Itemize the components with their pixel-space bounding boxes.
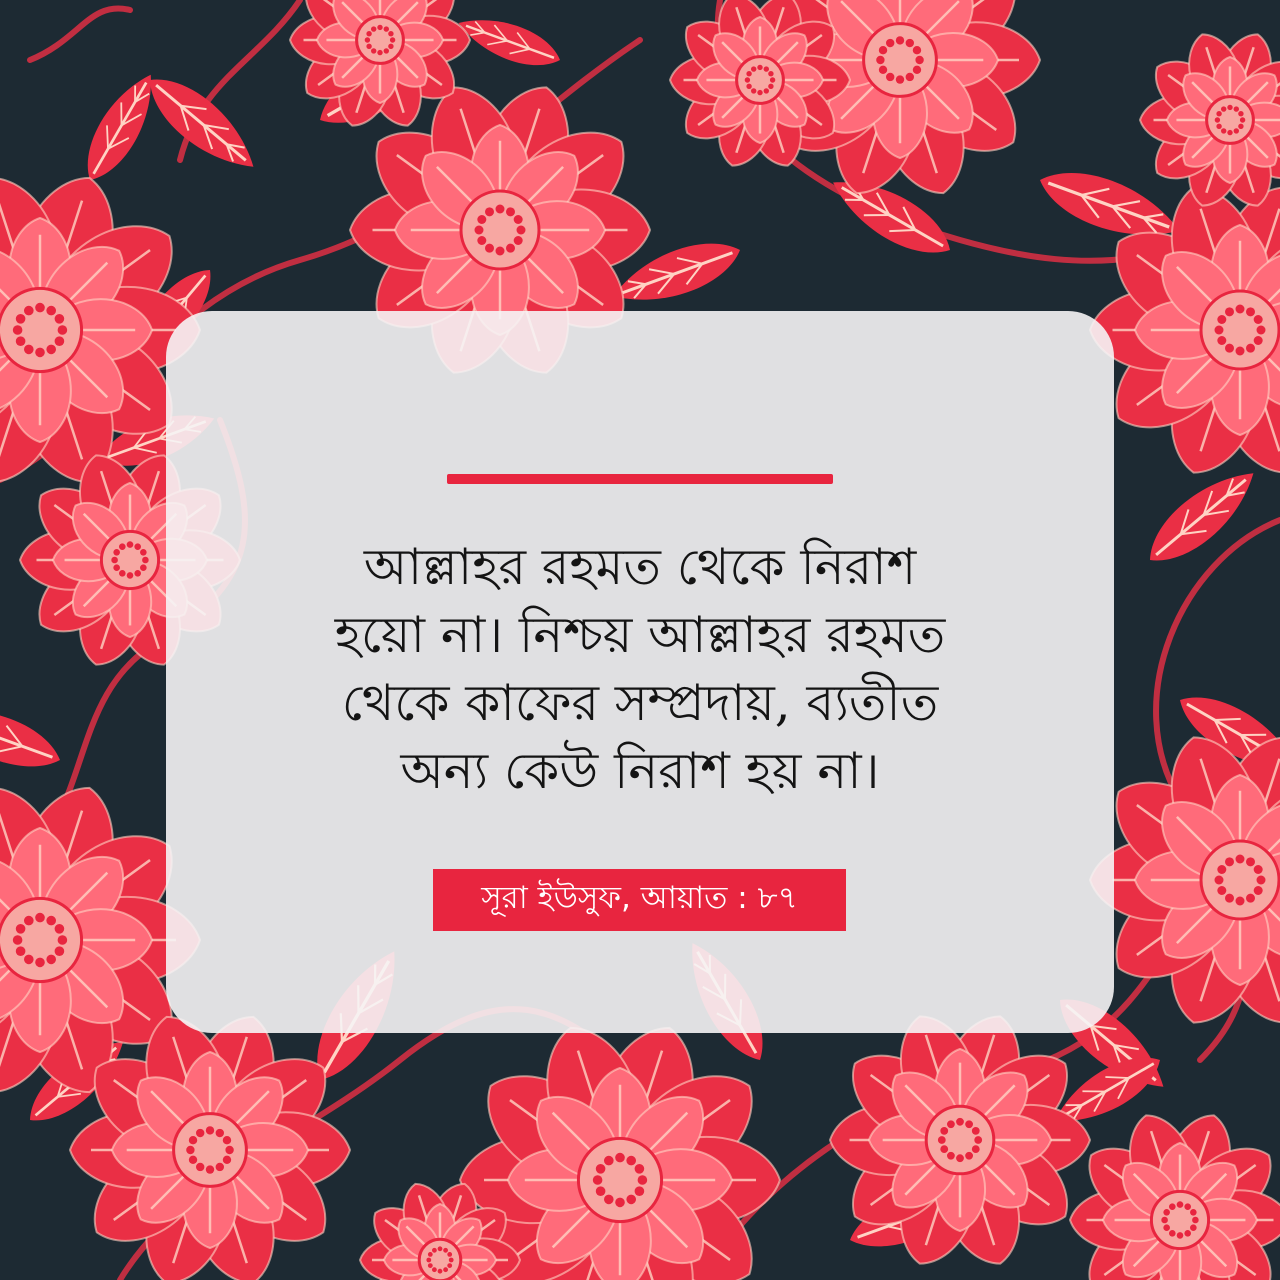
quote-line: হয়ো না। নিশ্চয় আল্লাহর রহমত	[334, 606, 946, 664]
quote-text	[226, 533, 1054, 805]
quote-line: থেকে কাফের সম্প্রদায়, ব্যতীত	[341, 674, 939, 732]
quote-line: অন্য কেউ নিরাশ হয় না।	[400, 742, 880, 800]
quote-line: আল্লাহর রহমত থেকে নিরাশ	[363, 538, 917, 596]
accent-divider	[447, 474, 833, 484]
quote-card	[166, 311, 1114, 1033]
reference-badge: সূরা ইউসুফ, আয়াত : ৮৭	[433, 869, 846, 931]
